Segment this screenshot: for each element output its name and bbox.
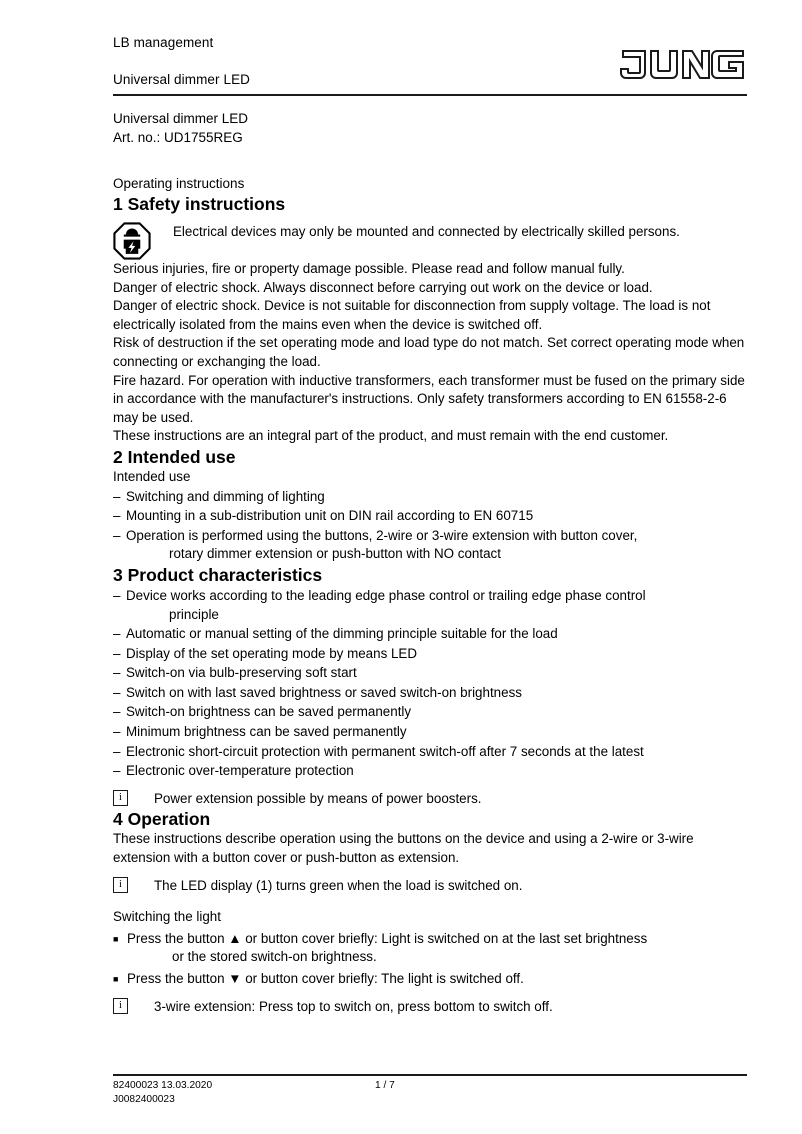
heading-operation: 4 Operation (113, 809, 211, 830)
square-bullet-icon: ■ (113, 974, 119, 984)
list-item-label: Press the button ▼ or button cover briefly: The light is switched off. (127, 971, 524, 986)
list-item (113, 743, 747, 762)
list-item-label: Minimum brightness can be saved permanently (126, 724, 407, 740)
safety-icon-note-text: Electrical devices may only be mounted and connected by electrically skilled persons. (173, 224, 680, 239)
page-content (113, 0, 747, 1016)
list-item-label: Switching and dimming of lighting (126, 488, 325, 504)
list-item-continuation: or the stored switch-on brightness. (172, 949, 377, 965)
operation-steps-list (113, 930, 747, 989)
list-item-label: Automatic or manual setting of the dimming principle suitable for the load (126, 626, 558, 642)
document-header (113, 0, 747, 96)
list-item-label: Press the button ▲ or button cover briefly: Light is switched on at the last set brightness (127, 930, 648, 946)
dash-icon: – (113, 488, 121, 504)
info-note-text: 3-wire extension: Press top to switch on, press bottom to switch off. (154, 998, 553, 1014)
header-subtitle: Universal dimmer LED (113, 72, 251, 87)
list-item (113, 507, 747, 526)
footer-content (113, 1079, 747, 1109)
list-item (113, 723, 747, 742)
heading-safety-instructions: 1 Safety instructions (113, 194, 286, 214)
document-type: Operating instructions (113, 176, 245, 191)
safety-paragraph-6: These instructions are an integral part of the product, and must remain with the end customer. (113, 428, 669, 444)
dash-icon: – (113, 724, 121, 740)
dash-icon: – (113, 527, 121, 543)
dash-icon: – (113, 704, 121, 720)
dash-icon: – (113, 645, 121, 661)
info-note-text: Power extension possible by means of power boosters. (154, 790, 482, 806)
list-item (113, 488, 747, 507)
safety-paragraph-4: Risk of destruction if the set operating mode and load type do not match. Set correct operating mode when connecting or exchanging the load. (113, 335, 745, 369)
list-item-label: Operation is performed using the buttons, 2-wire or 3-wire extension with button cover, (126, 527, 638, 543)
operation-info-note-1 (113, 877, 747, 896)
heading-product-characteristics: 3 Product characteristics (113, 564, 323, 585)
info-icon: i (113, 998, 128, 1014)
footer-left (113, 1079, 212, 1107)
list-item (113, 645, 747, 664)
list-item-label: Switch on with last saved brightness or saved switch-on brightness (126, 684, 522, 700)
header-divider (113, 94, 747, 96)
dash-icon: – (113, 626, 121, 642)
dash-icon: – (113, 684, 121, 700)
footer-divider (113, 1074, 747, 1076)
list-item (113, 970, 747, 989)
safety-paragraph-1: Serious injuries, fire or property damage possible. Please read and follow manual fully. (113, 261, 625, 276)
list-item-continuation: rotary dimmer extension or push-button with NO contact (169, 546, 501, 562)
list-item (113, 664, 747, 683)
list-item-continuation: principle (169, 606, 219, 622)
list-item-label: Display of the set operating mode by means LED (126, 645, 418, 661)
safety-icon-note (113, 222, 747, 260)
operation-info-note-2 (113, 998, 747, 1017)
list-item (113, 762, 747, 781)
list-item-label: Electronic over-temperature protection (126, 763, 354, 779)
list-item-label: Mounting in a sub-distribution unit on DIN rail according to EN 60715 (126, 508, 534, 524)
list-item (113, 930, 747, 967)
dash-icon: – (113, 665, 121, 681)
operation-intro: These instructions describe operation using the buttons on the device and using a 2-wire or 3-wire extension with a button cover or push-button as extension. (113, 831, 694, 866)
article-number: Art. no.: UD1755REG (113, 130, 243, 145)
safety-paragraph-3: Danger of electric shock. Device is not suitable for disconnection from supply voltage. The load is not electrically isolated from the mains even when the device is switched off. (113, 298, 711, 332)
product-characteristics-list (113, 587, 747, 781)
list-item (113, 703, 747, 722)
operation-subheading: Switching the light (113, 909, 221, 925)
product-name: Universal dimmer LED (113, 111, 249, 126)
product-characteristics-info-note (113, 790, 747, 809)
dash-icon: – (113, 763, 121, 779)
dash-icon: – (113, 743, 121, 759)
footer-doc-code: J0082400023 (113, 1094, 175, 1105)
list-item (113, 587, 747, 624)
square-bullet-icon: ■ (113, 933, 119, 944)
list-item-label: Device works according to the leading edge phase control or trailing edge phase control (126, 587, 646, 603)
electrician-warning-icon (113, 222, 151, 260)
list-item-label: Electronic short-circuit protection with permanent switch-off after 7 seconds at the latest (126, 743, 644, 759)
footer-doc-id-date: 82400023 13.03.2020 (113, 1080, 213, 1091)
list-item-label: Switch-on brightness can be saved permanently (126, 704, 412, 720)
safety-paragraph-2: Danger of electric shock. Always disconnect before carrying out work on the device or load. (113, 279, 653, 295)
dash-icon: – (113, 508, 121, 524)
dash-icon: – (113, 587, 121, 603)
heading-intended-use: 2 Intended use (113, 446, 236, 467)
intended-use-lead: Intended use (113, 468, 191, 484)
intended-use-list (113, 488, 747, 564)
title-block (113, 109, 747, 147)
jung-logo (619, 48, 747, 82)
list-item-label: Switch-on via bulb-preserving soft start (126, 665, 357, 681)
footer-page-number: 1 / 7 (375, 1080, 395, 1091)
header-breadcrumb: LB management (113, 35, 214, 50)
info-note-text: The LED display (1) turns green when the load is switched on. (154, 877, 523, 893)
list-item (113, 684, 747, 703)
list-item (113, 527, 747, 564)
document-footer (113, 1074, 747, 1109)
info-icon: i (113, 877, 128, 893)
info-icon: i (113, 790, 128, 806)
list-item (113, 625, 747, 644)
safety-paragraph-5: Fire hazard. For operation with inductive transformers, each transformer must be fused on the primary side in accordance with the manufacturer's instructions. Only safety transformers according to EN 61558-2-6 may be used. (113, 372, 745, 425)
